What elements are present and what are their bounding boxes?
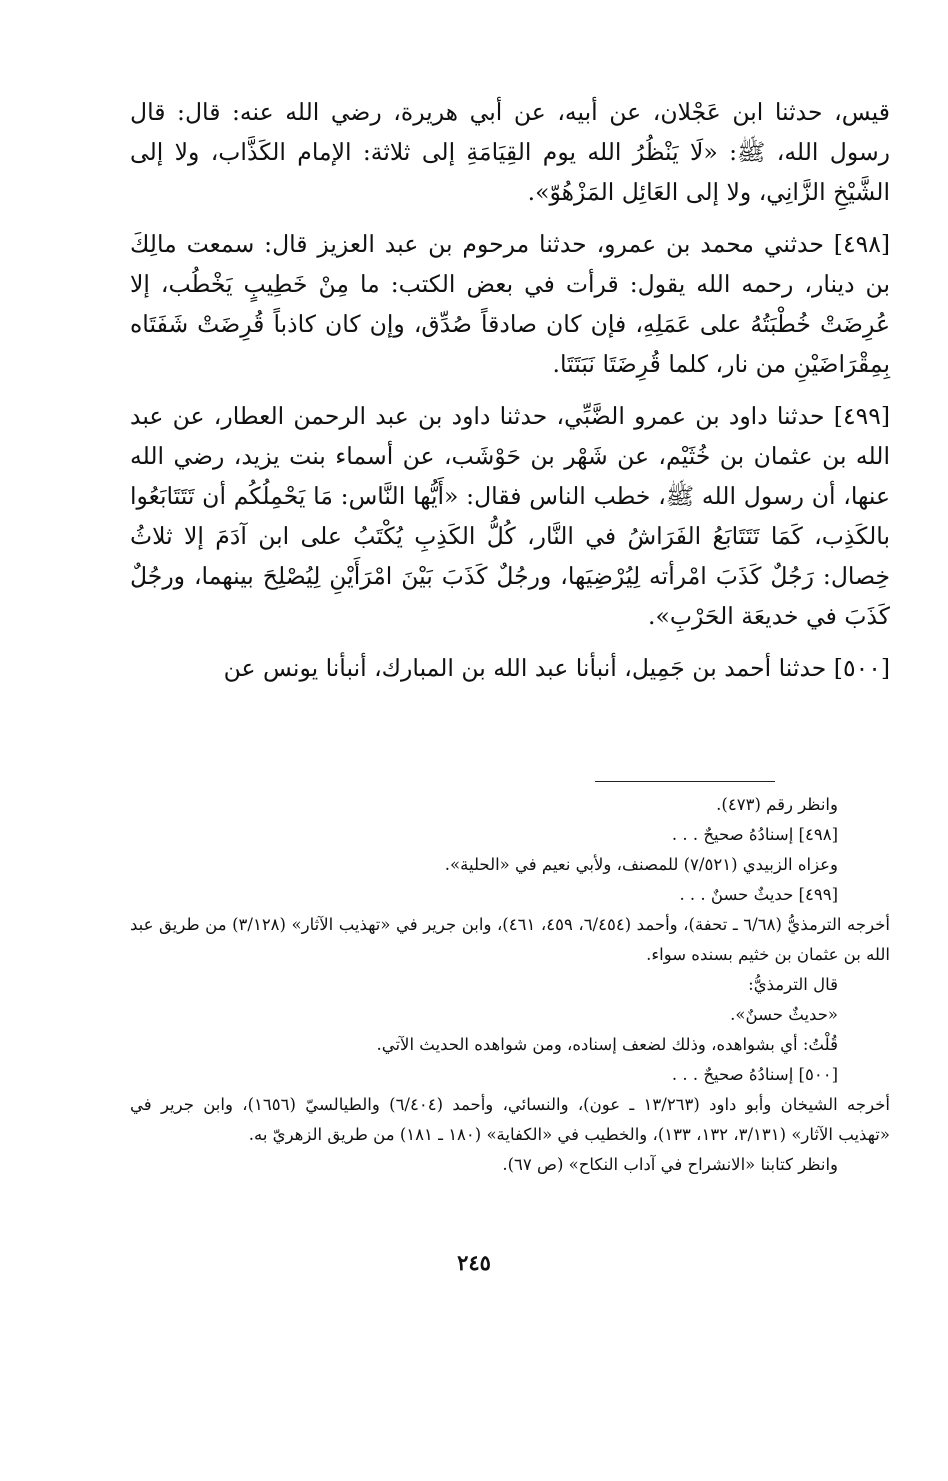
footnotes xyxy=(130,790,890,1180)
footnote-line: وانظر رقم (٤٧٣). xyxy=(716,795,838,814)
paragraph-498: [٤٩٨] حدثني محمد بن عمرو، حدثنا مرحوم بن عبد العزيز قال: سمعت مالِكَ بن دينار، رحمه الله يقول: قرأت في بعض الكتب: ما مِنْ خَطِيبٍ يَخْطُب، إلا عُرِضَتْ خُطْبَتُهُ على عَمَلِهِ، فإن كان صادقاً صُدِّق، وإن كان كاذباً قُرِضَتْ شَفَتَاه بِمِقْرَاضَيْنِ من نار، كلما قُرِضَتَا نَبَتَتَا. xyxy=(130,230,890,378)
paragraph-hadith-continuation: قيس، حدثنا ابن عَجْلان، عن أبيه، عن أبي هريرة، رضي الله عنه: قال: قال رسول الله، ﷺ: «لَا يَنْظُرُ الله يوم القِيَامَةِ إلى ثلاثة: الإمام الكَذَّاب، ولا إلى الشَّيْخِ الزَّانِي، ولا إلى العَائِل المَزْهُوّ». xyxy=(130,98,890,206)
footnote-separator xyxy=(595,781,775,782)
paragraph-499: [٤٩٩] حدثنا داود بن عمرو الضَّبِّي، حدثنا داود بن عبد الرحمن العطار، عن عبد الله بن عثمان بن خُثَيْم، عن شَهْر بن حَوْشَب، عن أسماء بنت يزيد، رضي الله عنها، أن رسول الله ﷺ، خطب الناس فقال: «أَيُّها النَّاس: مَا يَحْمِلُكُم أن تَتَتَابَعُوا بالكَذِب، كَمَا تَتَتَابَعُ الفَرَاشُ في النَّار، كُلُّ الكَذِبِ يُكْتَبُ على ابن آدَمَ إلا ثلاثُ خِصال: رَجُلٌ كَذَبَ امْرأته لِيُرْضِيَها، ورجُلٌ كَذَبَ بَيْنَ امْرَأَيْنِ لِيُصْلِحَ بينهما، ورجُلٌ كَذَبَ في خديعَة الحَرْبِ». xyxy=(130,402,890,630)
paragraph-500: [٥٠٠] حدثنا أحمد بن جَمِيل، أنبأنا عبد الله بن المبارك، أنبأنا يونس عن xyxy=(223,654,890,682)
footnote-line: [٤٩٨] إسنادُهُ صحيحٌ . . . xyxy=(671,825,838,844)
footnote-line: وانظر كتابنا «الانشراح في آداب النكاح» (ص ٦٧). xyxy=(502,1155,838,1174)
footnote-line: وعزاه الزبيدي (٧/٥٢١) للمصنف، ولأبي نعيم في «الحلية». xyxy=(444,855,838,874)
main-text xyxy=(130,92,890,700)
footnote-line: أخرجه الشيخان وأبو داود (١٣/٢٦٣ ـ عون)، والنسائي، وأحمد (٦/٤٠٤) والطيالسيّ (١٦٥٦)، وابن جرير في «تهذيب الآثار» (٣/١٣١، ١٣٢، ١٣٣)، والخطيب في «الكفاية» (١٨٠ ـ ١٨١) من طريق الزهريّ به. xyxy=(130,1095,890,1144)
footnote-line: [٥٠٠] إسنادُهُ صحيحٌ . . . xyxy=(671,1065,838,1084)
footnote-line: أخرجه الترمذيُّ (٦/٦٨ ـ تحفة)، وأحمد (٦/٤٥٤، ٤٥٩، ٤٦١)، وابن جرير في «تهذيب الآثار» (٣/١٢٨) من طريق عبد الله بن عثمان بن خثيم بسنده سواء. xyxy=(130,915,890,964)
footnote-line: «حديثٌ حسنٌ». xyxy=(730,1005,838,1024)
page-number: ٢٤٥ xyxy=(457,1250,491,1275)
footnote-line: قال الترمذيُّ: xyxy=(748,975,838,994)
footnote-line: [٤٩٩] حديثٌ حسنٌ . . . xyxy=(679,885,838,904)
footnote-line: قُلْتُ: أي بشواهده، وذلك لضعف إسناده، ومن شواهده الحديث الآتي. xyxy=(376,1035,838,1054)
